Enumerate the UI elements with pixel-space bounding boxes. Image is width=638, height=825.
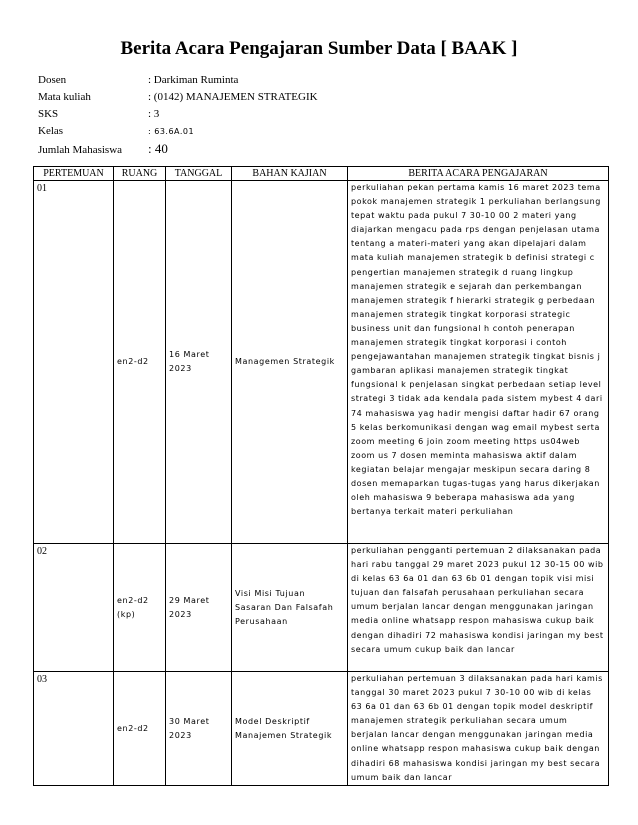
header-bahan-kajian: BAHAN KAJIAN [232, 167, 348, 181]
tanggal-cell: 29 Maret 2023 [166, 544, 232, 672]
bahan-kajian-cell: Managemen Strategik [232, 181, 348, 544]
info-value: : Darkiman Ruminta [148, 74, 239, 86]
pertemuan-cell: 01 [34, 181, 114, 544]
table-header-row [34, 167, 609, 181]
course-info [38, 72, 318, 157]
header-tanggal: TANGGAL [166, 167, 232, 181]
table-row [34, 672, 609, 786]
pertemuan-cell: 03 [34, 672, 114, 786]
info-label: Jumlah Mahasiswa [38, 144, 123, 156]
info-value: : 3 [148, 108, 160, 120]
info-row-kelas [38, 123, 318, 140]
berita-acara-cell: perkuliahan pekan pertama kamis 16 maret 2023 tema pokok manajemen strategik 1 perkuliahan berlangsung tepat waktu pada pukul 7 30-10 00 2 materi yang diajarkan mengacu pada rps dengan penjelasan utama tentang a materi-materi yang akan dipelajari dalam mata kuliah manajemen strategik b definisi strategi c pengertian manajemen strategik d ruang lingkup manajemen strategik e sejarah dan perkembangan manajemen strategik f hierarki strategik g perbedaan manajemen strategik tingkat korporasi strategic business unit dan fungsional h contoh penerapan manajemen strategik tingkat korporasi i contoh pengejawantahan manajemen strategik tingkat bisnis j gambaran aplikasi manajemen strategik tingkat fungsional k penjelasan singkat perbedaan setiap level strategi 3 tidak ada kendala pada sistem mybest 4 dari 74 mahasiswa yag hadir mengisi daftar hadir 67 orang 5 kelas berkomunikasi dengan wag email mybest serta zoom meeting 6 join zoom meeting https us04web zoom us 7 dosen meminta mahasiswa aktif dalam kegiatan belajar mengajar meskipun secara daring 8 dosen memaparkan tugas-tugas yang harus dikerjakan oleh mahasiswa 9 beberapa mahasiswa ada yang bertanya terkait materi perkuliahan [348, 181, 609, 544]
info-row-mata-kuliah [38, 89, 318, 106]
header-pertemuan: PERTEMUAN [34, 167, 114, 181]
info-row-dosen [38, 72, 318, 89]
berita-acara-cell: perkuliahan pertemuan 3 dilaksanakan pada hari kamis tanggal 30 maret 2023 pukul 7 30-10 00 wib di kelas 63 6a 01 dan 63 6b 01 dengan topik model deskriptif manajemen strategik perkuliahan secara umum berjalan lancar dengan menggunakan jaringan media online whatsapp respon mahasiswa cukup baik dengan dihadiri 68 mahasiswa kondisi jaringan my best secara umum baik dan lancar [348, 672, 609, 786]
document-title: Berita Acara Pengajaran Sumber Data [ BAAK ] [120, 38, 518, 59]
info-label: Mata kuliah [38, 91, 91, 103]
info-row-sks [38, 106, 318, 123]
bahan-kajian-cell: Visi Misi Tujuan Sasaran Dan Falsafah Perusahaan [232, 544, 348, 672]
header-ruang: RUANG [114, 167, 166, 181]
info-value: : (0142) MANAJEMEN STRATEGIK [148, 91, 318, 103]
info-value: : 63.6A.01 [148, 127, 195, 136]
tanggal-cell: 16 Maret 2023 [166, 181, 232, 544]
berita-acara-cell: perkuliahan pengganti pertemuan 2 dilaksanakan pada hari rabu tanggal 29 maret 2023 pukul 12 30-15 00 wib di kelas 63 6a 01 dan 63 6b 01 dengan topik visi misi tujuan dan falsafah perusahaan perkuliahan secara umum berjalan lancar dengan menggunakan jaringan media online whatsapp respon mahasiswa cukup baik dengan dihadiri 72 mahasiswa kondisi jaringan my best secara umum cukup baik dan lancar [348, 544, 609, 672]
bahan-kajian-cell: Model Deskriptif Manajemen Strategik [232, 672, 348, 786]
header-berita-acara: BERITA ACARA PENGAJARAN [348, 167, 609, 181]
info-label: SKS [38, 108, 59, 120]
info-value: : 40 [148, 141, 168, 156]
pertemuan-cell: 02 [34, 544, 114, 672]
ruang-cell: en2-d2 (kp) [114, 544, 166, 672]
teaching-record-table [33, 166, 609, 786]
table-row [34, 181, 609, 544]
tanggal-cell: 30 Maret 2023 [166, 672, 232, 786]
info-label: Dosen [38, 74, 67, 86]
info-row-jumlah-mahasiswa [38, 140, 318, 157]
ruang-cell: en2-d2 [114, 672, 166, 786]
table-row [34, 544, 609, 672]
ruang-cell: en2-d2 [114, 181, 166, 544]
info-label: Kelas [38, 125, 64, 137]
